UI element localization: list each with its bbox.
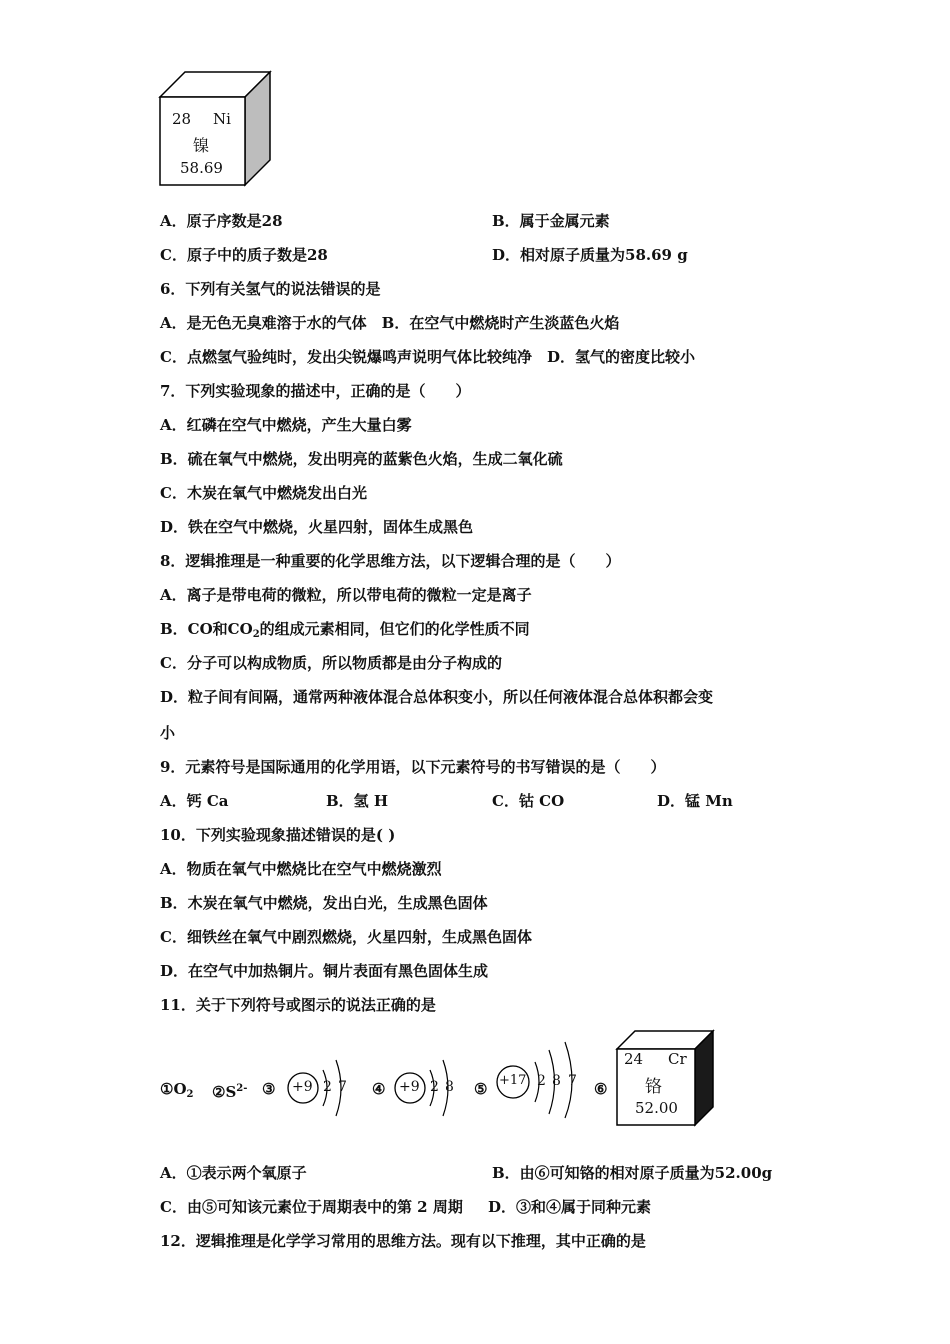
q11-option-d: D．③和④属于同种元素 [488,1198,652,1216]
symbol-2-s2minus: $②S^{2-}$ [212,1083,248,1101]
q10-option-a: A．物质在氧气中燃烧比在空气中燃烧激烈 [160,860,442,878]
shell-electrons: 8 [552,1073,561,1089]
q7-stem: 7．下列实验现象的描述中，正确的是（ ） [160,382,471,400]
q7-option-b: B．硫在氧气中燃烧，发出明亮的蓝紫色火焰，生成二氧化硫 [160,450,563,468]
symbol-6-label: ⑥ [594,1080,608,1098]
q5-option-b: B．属于金属元素 [492,212,610,230]
symbol-1-o2: $①O_2$ [160,1080,194,1100]
atomic-mass: 58.69 [180,159,223,177]
shell-electrons: 2 [537,1073,546,1089]
q10-option-d: D．在空气中加热铜片。铜片表面有黑色固体生成 [160,962,489,980]
q8-b-subscript: 2 [252,629,260,640]
q5-option-a: A．原子序数是28 [160,212,283,230]
q9-stem: 9．元素符号是国际通用的化学用语，以下元素符号的书写错误的是（ ） [160,758,666,776]
element-name: 镍 [193,136,210,155]
q7-option-d: D．铁在空气中燃烧，火星四射，固体生成黑色 [160,518,474,536]
q11-option-c: C．由⑤可知该元素位于周期表中的第 2 周期 [160,1198,463,1216]
q7-option-a: A．红磷在空气中燃烧，产生大量白雾 [160,416,412,434]
atomic-number: 28 [172,110,192,128]
q5-option-c: C．原子中的质子数是28 [160,246,328,264]
q8-option-d-cont: 小 [160,724,176,742]
nucleus-charge: +17 [499,1073,527,1088]
q11-option-b: B．由⑥可知铬的相对原子质量为52.00g [492,1164,773,1182]
symbol-4-label: ④ [372,1080,386,1098]
element-name: 铬 [645,1077,662,1097]
element-symbol: Ni [213,110,231,128]
q8-b-pre: B．CO和CO [160,620,253,638]
q10-stem: 10．下列实验现象描述错误的是( ) [160,826,396,844]
q8-option-b [160,619,530,645]
q9-option-d: D．锰 Mn [657,792,733,810]
q8-b-post: 的组成元素相同，但它们的化学性质不同 [259,620,530,638]
element-card-cr [615,1029,717,1127]
q9-option-a: A．钙 Ca [160,792,229,810]
q6-options-ab: A．是无色无臭难溶于水的气体 B．在空气中燃烧时产生淡蓝色火焰 [160,314,620,332]
atomic-mass: 52.00 [635,1099,678,1117]
symbol-3-label: ③ [262,1080,276,1098]
shell-electrons: 2 [323,1079,332,1095]
q6-stem: 6．下列有关氢气的说法错误的是 [160,280,381,298]
atom-diagram-5 [495,1040,587,1120]
q9-option-b: B．氢 H [326,792,389,810]
q11-option-a: A．①表示两个氧原子 [160,1164,307,1182]
q8-option-a: A．离子是带电荷的微粒，所以带电荷的微粒一定是离子 [160,586,532,604]
shell-electrons: 7 [338,1079,347,1095]
shell-electrons: 2 [430,1079,439,1095]
q10-option-c: C．细铁丝在氧气中剧烈燃烧，火星四射，生成黑色固体 [160,928,532,946]
q9-option-c: C．钴 CO [492,792,565,810]
q8-stem: 8．逻辑推理是一种重要的化学思维方法，以下逻辑合理的是（ ） [160,552,621,570]
nucleus-charge: +9 [399,1079,420,1095]
shell-electrons: 8 [445,1079,454,1095]
q11-stem: 11．关于下列符号或图示的说法正确的是 [160,996,436,1014]
symbol-5-label: ⑤ [474,1080,488,1098]
element-symbol: Cr [668,1050,687,1068]
atomic-number: 24 [624,1050,644,1068]
q7-option-c: C．木炭在氧气中燃烧发出白光 [160,484,367,502]
nucleus-charge: +9 [292,1079,313,1095]
q12-stem: 12．逻辑推理是化学学习常用的思维方法。现有以下推理，其中正确的是 [160,1232,646,1250]
element-card-ni [158,70,274,188]
atom-diagram-4 [393,1056,465,1120]
q8-option-c: C．分子可以构成物质，所以物质都是由分子构成的 [160,654,502,672]
atom-diagram-3 [286,1056,358,1120]
q5-option-d: D．相对原子质量为58.69 g [492,246,688,264]
shell-electrons: 7 [568,1073,577,1089]
q6-options-cd: C．点燃氢气验纯时，发出尖锐爆鸣声说明气体比较纯净 D．氢气的密度比较小 [160,348,695,366]
q10-option-b: B．木炭在氧气中燃烧，发出白光，生成黑色固体 [160,894,488,912]
q8-option-d: D．粒子间有间隔，通常两种液体混合总体积变小，所以任何液体混合总体积都会变 [160,688,714,706]
